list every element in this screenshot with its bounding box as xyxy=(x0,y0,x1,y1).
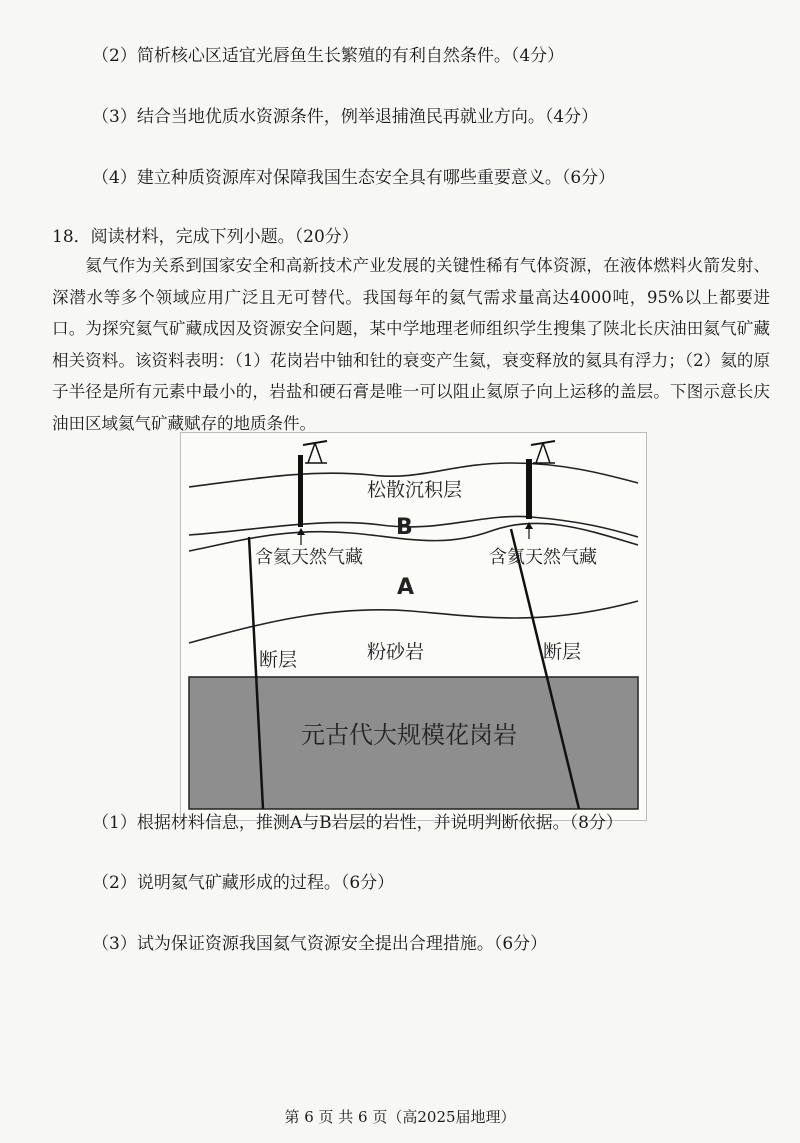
question-4: （4）建立种质资源库对保障我国生态安全具有哪些重要意义。（6分） xyxy=(92,168,616,188)
label-loose-layer: 松散沉积层 xyxy=(367,479,463,501)
question-3: （3）结合当地优质水资源条件，例举退捕渔民再就业方向。（4分） xyxy=(92,107,599,127)
question-2: （2）简析核心区适宜光唇鱼生长繁殖的有利自然条件。（4分） xyxy=(92,46,565,66)
page-footer: 第 6 页 共 6 页（高2025届地理） xyxy=(284,1108,516,1126)
label-layer-b: B xyxy=(396,515,413,540)
pumpjack-right-icon xyxy=(531,441,555,463)
label-granite: 元古代大规模花岗岩 xyxy=(301,721,517,749)
question-18-3: （3）试为保证资源我国氦气资源安全提出合理措施。（6分） xyxy=(92,934,548,954)
label-siltstone: 粉砂岩 xyxy=(367,641,425,663)
question-18-1: （1）根据材料信息，推测A与B岩层的岩性，并说明判断依据。（8分） xyxy=(92,813,623,833)
question-18-title: 18．阅读材料，完成下列小题。（20分） xyxy=(52,227,359,247)
geology-figure xyxy=(180,432,647,821)
pumpjack-left-icon xyxy=(303,441,327,463)
passage-text: 氦气作为关系到国家安全和高新技术产业发展的关键性稀有气体资源，在液体燃料火箭发射、深潜水等多个领域应用广泛且无可替代。我国每年的氦气需求量高达4000吨，95%以上都要进口。为探究氦气矿藏成因及资源安全问题，某中学地理老师组织学生搜集了陕北长庆油田氦气矿藏相关资料。该资料表明：（1）花岗岩中铀和钍的衰变产生氦，衰变释放的氦具有浮力；（2）氦的原子半径是所有元素中最小的，岩盐和硬石膏是唯一可以阻止氦原子向上运移的盖层。下图示意长庆油田区域氦气矿藏赋存的地质条件。 xyxy=(52,256,770,433)
label-layer-a: A xyxy=(397,575,415,600)
well-left xyxy=(298,455,303,527)
label-gas-right: 含氦天然气藏 xyxy=(489,547,597,568)
question-18-2: （2）说明氦气矿藏形成的过程。（6分） xyxy=(92,873,395,893)
label-fault-right: 断层 xyxy=(543,641,582,663)
well-right xyxy=(526,459,532,519)
label-fault-left: 断层 xyxy=(259,649,298,671)
label-gas-left: 含氦天然气藏 xyxy=(255,547,363,568)
passage xyxy=(52,250,770,439)
